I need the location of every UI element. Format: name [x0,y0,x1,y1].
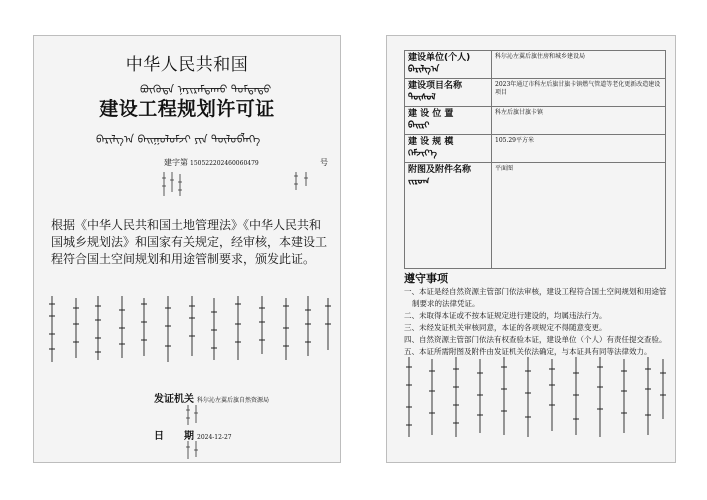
certificate-number-line [164,157,259,168]
list-item: 五、本证所需附图及附件由发证机关依法确定，与本证具有同等法律效力。 [404,347,652,356]
project-info-table [404,50,666,269]
row-value: 平面图 [492,163,666,269]
row-value: 2023年通辽市科左后旗甘旗卡镇燃气管道等老化更新改造建设项目 [492,79,666,107]
table-row [405,135,666,163]
table-row [405,79,666,107]
mongolian-script-line: ᠪᠠᠷᠢᠯᠭ᠎ᠠ ᠪᠠᠢᠭᠤᠯᠤᠮᠵᠢ ᠶᠢᠨ ᠲᠥᠯᠥᠪᠯᠡᠭᠡ [96,133,261,146]
certificate-number: 150522202460060479 [190,160,259,167]
table-row [405,51,666,79]
list-item: 二、未取得本证或不按本证规定进行建设的，均属违法行为。 [404,311,607,320]
list-item: 三、未经发证机关审核同意，本证的各项规定不得随意变更。 [404,323,607,332]
table-row [405,163,666,269]
list-item: 四、自然资源主管部门依法有权查验本证，建设单位（个人）有责任提交查验。 [404,335,667,344]
mongolian-vertical-text [404,355,666,440]
issuer-line [154,390,269,405]
issuer-label: 发证机关 [154,394,194,405]
mongolian-script-decoration [184,440,204,460]
mongolian-script-decoration [184,404,204,426]
table-row [405,107,666,135]
certificate-body-text: 根据《中华人民共和国土地管理法》《中华人民共和国城乡规划法》和国家有关规定，经审核，本建设工程符合国土空间规划和用途管制要求，颁发此证。 [51,218,328,266]
country-name: 中华人民共和国 [125,55,249,75]
date-label: 日 期 [154,431,194,442]
notes-title: 遵守事项 [404,272,448,285]
mongolian-script-line: ᠪᠦᠭᠦᠳᠡ ᠨᠠᠶᠢᠷᠠᠮᠳᠠᠬᠤ ᠳᠤᠮᠳᠠᠳᠤ [140,83,272,96]
row-value: 科左后旗甘旗卡镇 [492,107,666,135]
row-label: 建设单位(个人) ᠪᠠᠷᠢᠯᠭ᠎ᠠ [405,51,492,79]
row-label: 附图及附件名称 ᠵᠢᠷᠤᠭ [405,163,492,269]
row-label: 建 设 位 置 ᠪᠠᠢᠷᠢ [405,107,492,135]
row-label: 建设项目名称 ᠲᠥᠰᠥᠯ [405,79,492,107]
row-value: 105.29平方米 [492,135,666,163]
certificate-front-page [33,35,341,463]
date-value: 2024-12-27 [197,434,232,441]
notes-list [404,286,672,358]
certificate-number-suffix: 号 [320,158,328,167]
issuer-value: 科尔沁左翼后旗自然资源局 [197,397,270,404]
row-value: 科尔沁左翼后旗住房和城乡建设局 [492,51,666,79]
list-item: 一、本证是经自然资源主管部门依法审核，建设工程符合国土空间规划和用途管制要求的法律凭证。 [404,287,667,308]
mongolian-vertical-text [46,294,331,364]
row-label: 建 设 规 模 ᠬᠡᠮᠵᠢᠶ᠎ᠡ [405,135,492,163]
certificate-back-page [386,35,676,463]
mongolian-script-decoration [160,170,330,200]
certificate-number-prefix: 建字第 [164,158,188,167]
certificate-title: 建设工程规划许可证 [99,98,275,120]
